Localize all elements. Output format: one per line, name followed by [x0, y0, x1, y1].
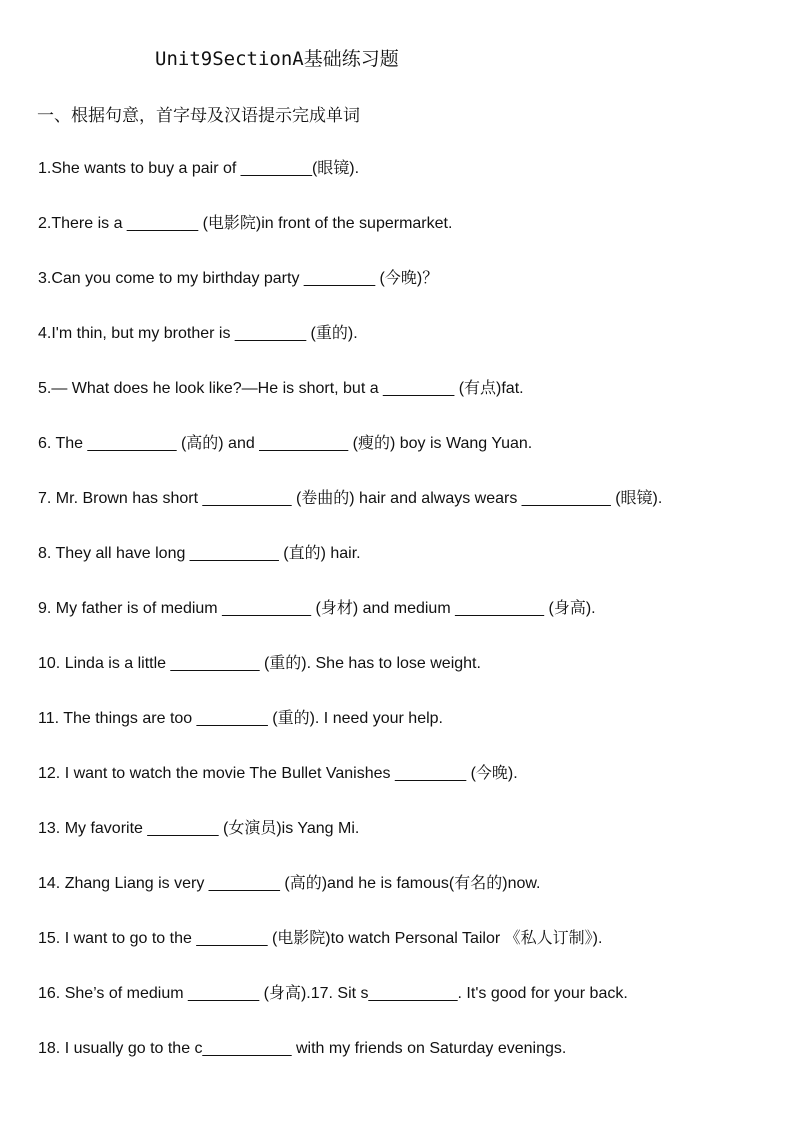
- question-7: 7. Mr. Brown has short __________ (卷曲的) hair and always wears __________ (眼镜).: [38, 490, 663, 507]
- question-10: 10. Linda is a little __________ (重的). She has to lose weight.: [38, 655, 481, 672]
- question-list: [38, 158, 778, 1093]
- section-heading: 一、根据句意，首字母及汉语提示完成单词: [37, 106, 360, 125]
- question-14: 14. Zhang Liang is very ________ (高的)and he is famous(有名的)now.: [38, 875, 541, 892]
- question-18: 18. I usually go to the c__________ with my friends on Saturday evenings.: [38, 1040, 567, 1057]
- question-15: 15. I want to go to the ________ (电影院)to watch Personal Tailor 《私人订制》).: [38, 930, 603, 947]
- page-title: Unit9SectionA基础练习题: [155, 48, 399, 70]
- question-13: 13. My favorite ________ (女演员)is Yang Mi.: [38, 820, 360, 837]
- question-6: 6. The __________ (高的) and __________ (瘦的) boy is Wang Yuan.: [38, 435, 533, 452]
- question-1: 1.She wants to buy a pair of ________(眼镜).: [38, 160, 360, 177]
- question-2: 2.There is a ________ (电影院)in front of the supermarket.: [38, 215, 453, 232]
- question-3: 3.Can you come to my birthday party ________ (今晚)？: [38, 270, 439, 287]
- question-9: 9. My father is of medium __________ (身材) and medium __________ (身高).: [38, 600, 596, 617]
- question-16-17: 16. She’s of medium ________ (身高).17. Sit s__________. It's good for your back.: [38, 985, 628, 1002]
- question-11: 11. The things are too ________ (重的). I need your help.: [38, 710, 444, 727]
- question-12: 12. I want to watch the movie The Bullet Vanishes ________ (今晚).: [38, 765, 518, 782]
- question-5: 5.— What does he look like?—He is short, but a ________ (有点)fat.: [38, 380, 524, 397]
- question-8: 8. They all have long __________ (直的) hair.: [38, 545, 361, 562]
- question-4: 4.I'm thin, but my brother is ________ (重的).: [38, 325, 358, 342]
